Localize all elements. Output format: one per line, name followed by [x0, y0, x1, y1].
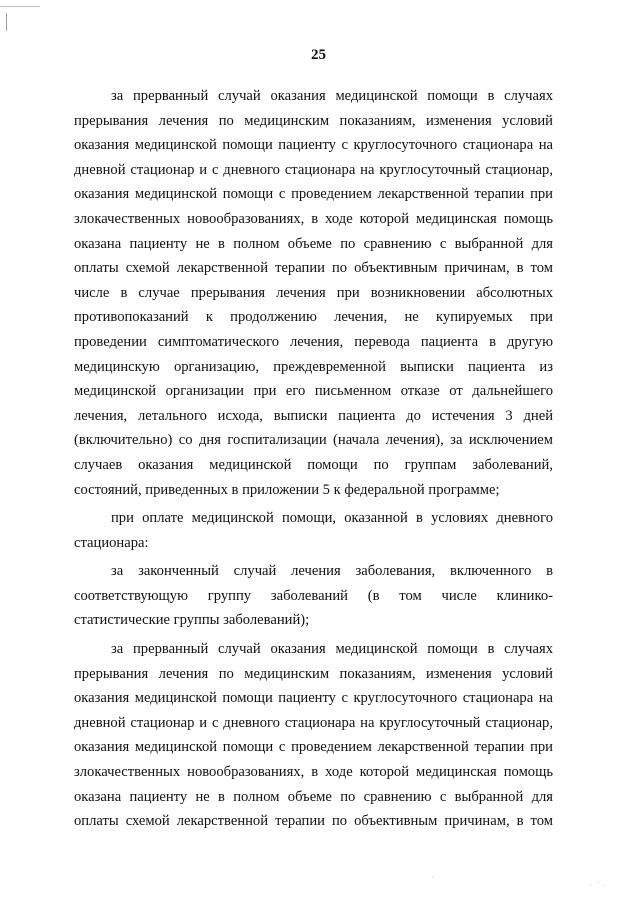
text-line: злокачественных новообразованиях, в ходе которой медицинская помощь	[74, 210, 553, 227]
text-line: лечения, летального исхода, выписки пациента до истечения 3 дней	[74, 407, 553, 424]
text-line: противопоказаний к продолжению лечения, не купируемых при	[74, 309, 553, 326]
text-line: оплаты схемой лекарственной терапии по объективным причинам, в том	[74, 813, 553, 830]
paragraph	[74, 637, 553, 834]
text-line: оказана пациенту не в полном объеме по сравнению с выбранной для	[74, 235, 553, 252]
text-line: медицинской организации при его письменном отказе от дальнейшего	[74, 383, 553, 400]
text-line: за прерванный случай оказания медицинской помощи в случаях	[111, 641, 553, 658]
text-line: за законченный случай лечения заболевания, включенного в	[111, 563, 553, 580]
paragraph	[74, 506, 553, 555]
paragraph	[74, 559, 553, 633]
scan-speck	[432, 876, 433, 877]
text-line: стационара:	[74, 534, 149, 551]
text-line: при оплате медицинской помощи, оказанной в условиях дневного	[111, 510, 553, 527]
text-line: прерывания лечения по медицинским показаниям, изменения условий	[74, 665, 553, 682]
text-line: медицинскую организацию, преждевременной выписки пациента из	[74, 358, 553, 375]
text-line: статистические группы заболеваний);	[74, 612, 310, 629]
text-line: (включительно) со дня госпитализации (начала лечения), за исключением	[74, 432, 553, 449]
document-body	[74, 84, 553, 834]
text-line: оказания медицинской помощи с проведением лекарственной терапии при	[74, 739, 553, 756]
text-line: оказания медицинской помощи пациенту с круглосуточного стационара на	[74, 690, 553, 707]
text-line: дневной стационар и с дневного стационара на круглосуточный стационар,	[74, 714, 553, 731]
text-line: проведении симптоматического лечения, перевода пациента в другую	[74, 333, 553, 350]
page-number: 25	[311, 47, 326, 63]
text-line: прерывания лечения по медицинским показаниям, изменения условий	[74, 112, 553, 129]
scan-speck	[590, 884, 591, 885]
text-line: состояний, приведенных в приложении 5 к федеральной программе;	[74, 481, 500, 498]
text-line: соответствующую группу заболеваний (в том числе клинико-	[74, 587, 553, 604]
text-line: за прерванный случай оказания медицинской помощи в случаях	[111, 88, 553, 104]
text-line: оказания медицинской помощи с проведением лекарственной терапии при	[74, 186, 553, 203]
scan-speck	[604, 885, 605, 886]
text-line: оплаты схемой лекарственной терапии по объективным причинам, в том	[74, 260, 553, 277]
scan-speck	[598, 882, 599, 883]
text-line: оказания медицинской помощи пациенту с круглосуточного стационара на	[74, 137, 553, 154]
text-line: дневной стационар и с дневного стационара на круглосуточный стационар,	[74, 161, 553, 178]
text-line: оказана пациенту не в полном объеме по сравнению с выбранной для	[74, 788, 553, 805]
text-line: числе в случае прерывания лечения при возникновении абсолютных	[74, 284, 553, 301]
scan-artifact-line	[0, 6, 40, 7]
text-line: злокачественных новообразованиях, в ходе которой медицинская помощь	[74, 764, 553, 781]
paragraph	[74, 84, 553, 502]
scan-artifact-tick	[6, 13, 7, 31]
text-line: случаев оказания медицинской помощи по группам заболеваний,	[74, 456, 553, 473]
